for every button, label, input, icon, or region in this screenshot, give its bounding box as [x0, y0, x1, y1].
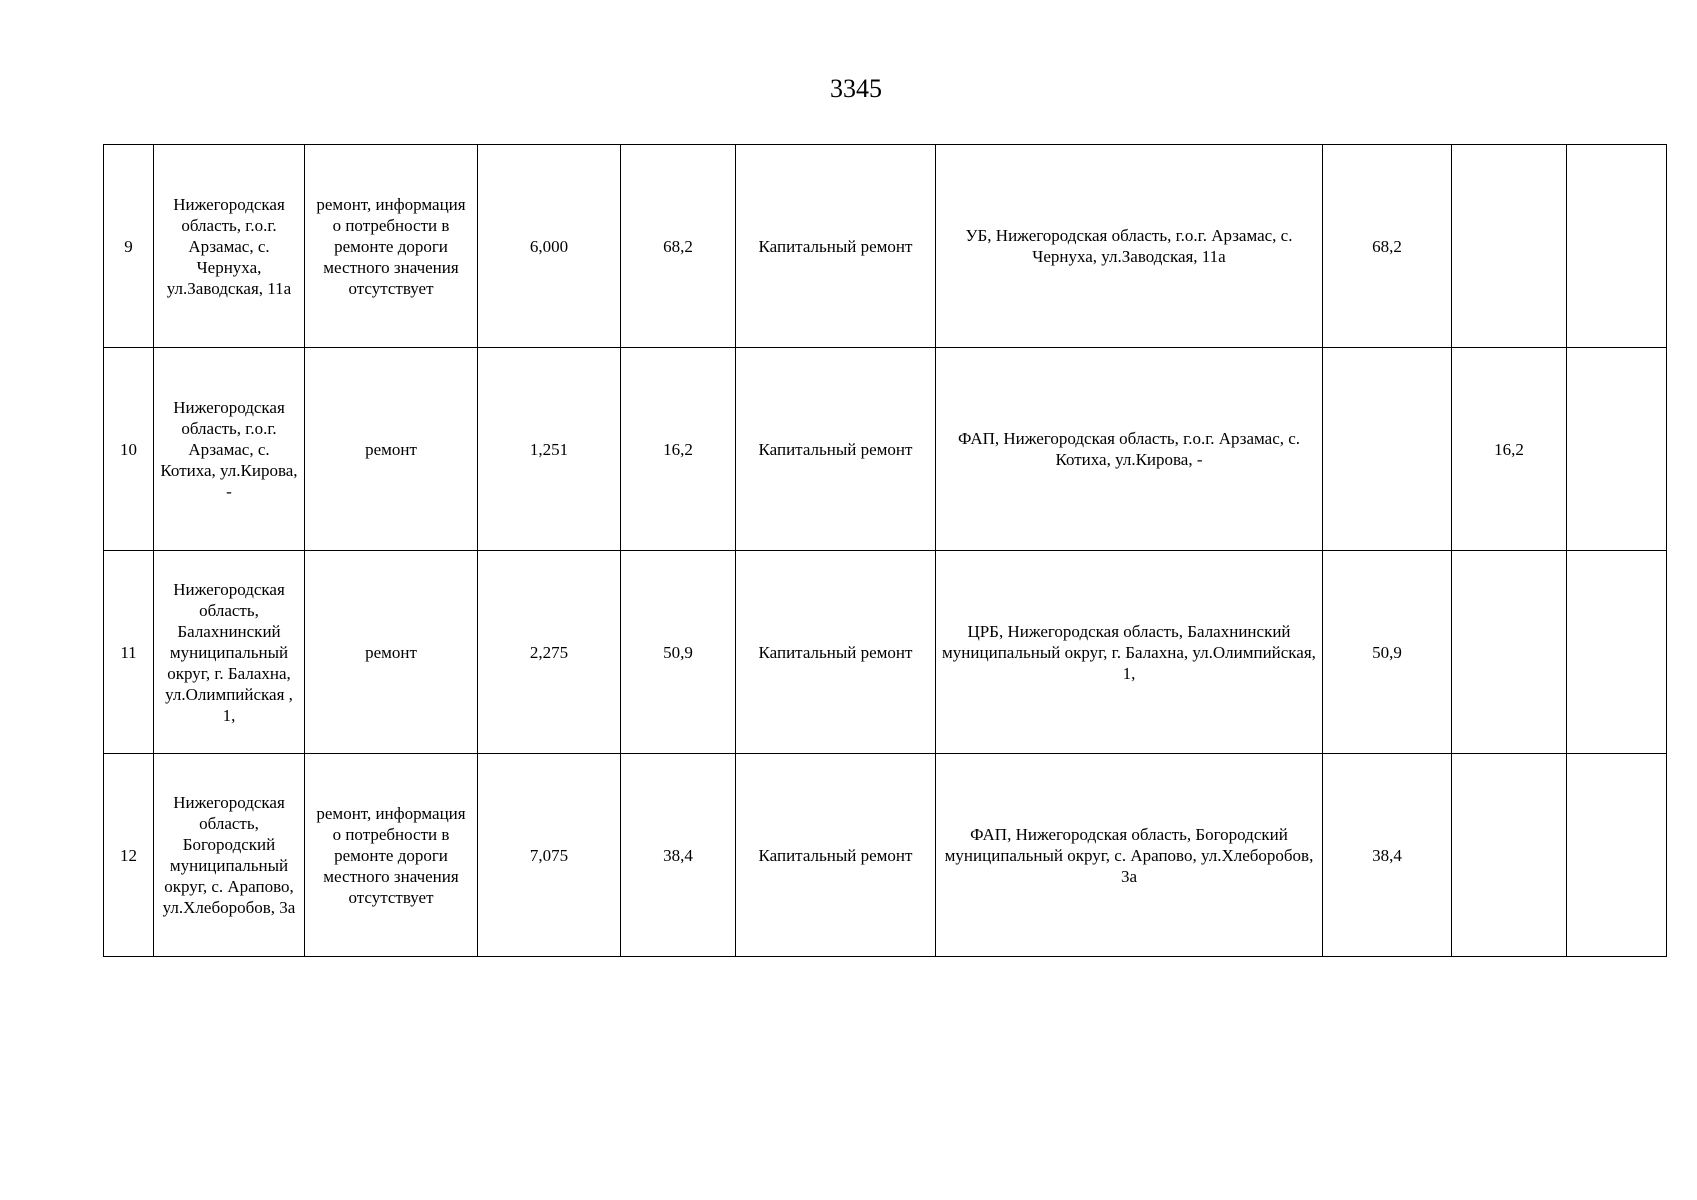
row-number-cell: 9	[104, 145, 154, 348]
address-cell: Нижегородская область, г.о.г. Арзамас, с. Чернуха, ул.Заводская, 11а	[154, 145, 305, 348]
amount-cell-2: 16,2	[1452, 348, 1567, 551]
length-cell: 7,075	[478, 754, 621, 957]
work-type-cell: ремонт	[305, 348, 478, 551]
work-type-cell: ремонт, информация о потребности в ремонте дороги местного значения отсутствует	[305, 754, 478, 957]
address-cell: Нижегородская область, Богородский муниципальный округ, с. Арапово, ул.Хлеборобов, 3а	[154, 754, 305, 957]
facility-cell: ФАП, Нижегородская область, г.о.г. Арзамас, с. Котиха, ул.Кирова, -	[936, 348, 1323, 551]
work-type-cell: ремонт	[305, 551, 478, 754]
row-number-cell: 12	[104, 754, 154, 957]
address-cell: Нижегородская область, Балахнинский муниципальный округ, г. Балахна, ул.Олимпийская , 1,	[154, 551, 305, 754]
row-number-cell: 10	[104, 348, 154, 551]
table-row	[104, 145, 1667, 348]
value-cell: 38,4	[621, 754, 736, 957]
value-cell: 68,2	[621, 145, 736, 348]
value-cell: 50,9	[621, 551, 736, 754]
amount-cell-1: 38,4	[1323, 754, 1452, 957]
table-row	[104, 551, 1667, 754]
amount-cell-3	[1567, 348, 1667, 551]
repair-type-cell: Капитальный ремонт	[736, 348, 936, 551]
work-type-cell: ремонт, информация о потребности в ремонте дороги местного значения отсутствует	[305, 145, 478, 348]
address-cell: Нижегородская область, г.о.г. Арзамас, с. Котиха, ул.Кирова, -	[154, 348, 305, 551]
amount-cell-1: 68,2	[1323, 145, 1452, 348]
repair-type-cell: Капитальный ремонт	[736, 551, 936, 754]
repair-type-cell: Капитальный ремонт	[736, 145, 936, 348]
data-table	[103, 144, 1667, 957]
facility-cell: ЦРБ, Нижегородская область, Балахнинский муниципальный округ, г. Балахна, ул.Олимпийская, 1,	[936, 551, 1323, 754]
table-row	[104, 348, 1667, 551]
amount-cell-3	[1567, 145, 1667, 348]
table-row	[104, 754, 1667, 957]
facility-cell: ФАП, Нижегородская область, Богородский муниципальный округ, с. Арапово, ул.Хлеборобов, 3а	[936, 754, 1323, 957]
row-number-cell: 11	[104, 551, 154, 754]
length-cell: 6,000	[478, 145, 621, 348]
repair-type-cell: Капитальный ремонт	[736, 754, 936, 957]
amount-cell-2	[1452, 551, 1567, 754]
amount-cell-2	[1452, 754, 1567, 957]
amount-cell-1: 50,9	[1323, 551, 1452, 754]
length-cell: 2,275	[478, 551, 621, 754]
facility-cell: УБ, Нижегородская область, г.о.г. Арзамас, с. Чернуха, ул.Заводская, 11а	[936, 145, 1323, 348]
page-number: 3345	[830, 74, 882, 103]
amount-cell-3	[1567, 754, 1667, 957]
amount-cell-3	[1567, 551, 1667, 754]
value-cell: 16,2	[621, 348, 736, 551]
amount-cell-2	[1452, 145, 1567, 348]
amount-cell-1	[1323, 348, 1452, 551]
length-cell: 1,251	[478, 348, 621, 551]
